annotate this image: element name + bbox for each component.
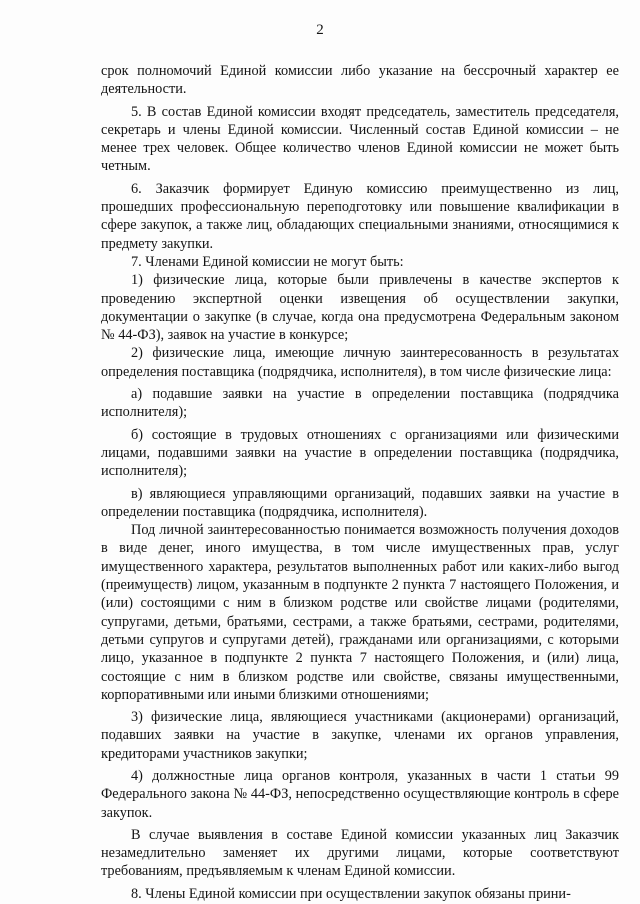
paragraph-personal-interest: Под личной заинтересованностью понимается возможность получения доходов в виде денег, иного имущества, в том числе имущественных прав, услуг имущественного характера, результатов выполненных работ или каких-либо выгод (преимуществ) лицом, указанным в подпункте 2 пункта 7 настоящего Положения, и (или) состоящими с ним в близком родстве или свойстве лицами (родителями, супругами, детьми, братьями, сестрами, а также братьями, сестрами, родителями, детьми супругов и супругами детей), гражданами или организациями, с которыми лицо, указанное в подпункте 2 пункта 7 настоящего Положения, и (или) лица, состоящие с ним в близком родстве или свойстве, связаны имущественными, корпоративными или иными близкими отношениями; xyxy=(101,522,619,703)
paragraph-clause-7-item-1: 1) физические лица, которые были привлечены в качестве экспертов к проведению экспертной оценки извещения об осуществлении закупки, документации о закупке (в случае, когда она предусмотрена Федеральным законом № 44-ФЗ), заявок на участие в конкурсе; xyxy=(101,272,619,344)
paragraph-term-continuation: срок полномочий Единой комиссии либо указание на бессрочный характер ее деятельности. xyxy=(101,63,619,98)
paragraph-clause-8: 8. Члены Единой комиссии при осуществлении закупок обязаны прини- xyxy=(131,885,571,902)
paragraph-clause-7-item-2a: а) подавшие заявки на участие в определении поставщика (подрядчика исполнителя); xyxy=(101,386,619,421)
paragraph-clause-7-item-2: 2) физические лица, имеющие личную заинтересованность в результатах определения поставщика (подрядчика, исполнителя), в том числе физические лица: xyxy=(101,345,619,380)
document-body xyxy=(101,62,619,903)
paragraph-clause-6: 6. Заказчик формирует Единую комиссию преимущественно из лиц, прошедших профессиональную переподготовку или повышение квалификации в сфере закупок, а также лиц, обладающих специальными знаниями, относящимися к предмету закупки. xyxy=(101,180,619,252)
paragraph-clause-7-item-2b: б) состоящие в трудовых отношениях с организациями или физическими лицами, подавшими заявки на участие в определении поставщика (подрядчика, исполнителя); xyxy=(101,426,619,480)
paragraph-clause-7: 7. Членами Единой комиссии не могут быть: xyxy=(131,253,404,270)
paragraph-clause-7-item-2c: в) являющиеся управляющими организаций, подавших заявки на участие в определении поставщика (подрядчика, исполнителя). xyxy=(101,485,619,520)
page-number: 2 xyxy=(316,22,324,38)
paragraph-clause-7-item-4: 4) должностные лица органов контроля, указанных в части 1 статьи 99 Федерального закона № 44-ФЗ, непосредственно осуществляющие контроль в сфере закупок. xyxy=(101,767,619,821)
paragraph-clause-5: 5. В состав Единой комиссии входят председатель, заместитель председателя, секретарь и члены Единой комиссии. Численный состав Единой комиссии – не менее трех человек. Общее количество членов Единой комиссии не может быть четным. xyxy=(101,103,619,175)
paragraph-replacement: В случае выявления в составе Единой комиссии указанных лиц Заказчик незамедлительно заменяет их другими лицами, которые соответствуют требованиям, предъявляемым к членам Единой комиссии. xyxy=(101,826,619,880)
paragraph-clause-7-item-3: 3) физические лица, являющиеся участниками (акционерами) организаций, подавших заявки на участие в закупке, членами их органов управления, кредиторами участников закупки; xyxy=(101,709,619,762)
